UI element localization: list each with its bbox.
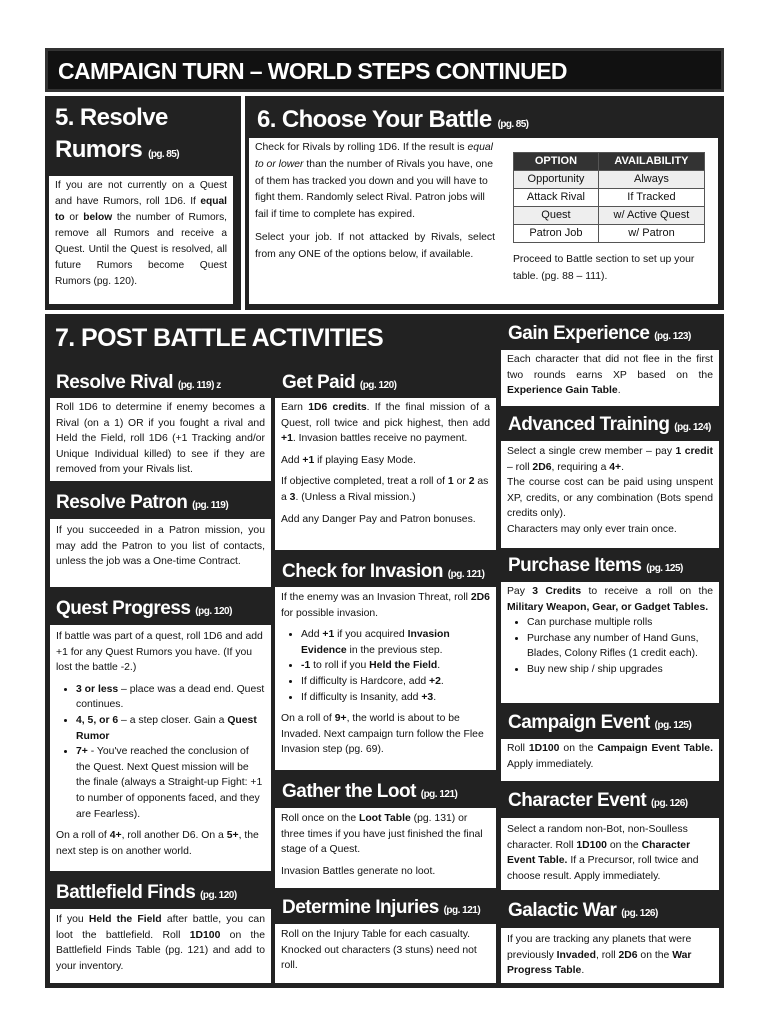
section-heading-line2: Rumors (pg. 85): [55, 136, 179, 163]
page-ref: (pg. 85): [148, 149, 179, 160]
get-paid-heading: Get Paid (pg. 120): [282, 372, 397, 393]
determine-injuries-body: Roll on the Injury Table for each casualty. Knocked out characters (3 stuns) need not roll.: [275, 924, 496, 983]
table-row: Patron Job w/ Patron: [514, 225, 705, 243]
purchase-items-heading: Purchase Items (pg. 125): [508, 555, 683, 576]
check-invasion-body: [275, 587, 496, 770]
gather-loot-body: [275, 808, 496, 888]
list-item: • 7+ - You've reached the conclusion of the Quest. Next Quest mission will be the finale (always a Straight-up Fight: +1 to number of opponents faced, and they are Fearless).: [76, 744, 265, 822]
section-heading: 7. POST BATTLE ACTIVITIES: [55, 324, 384, 352]
table-row: Quest w/ Active Quest: [514, 207, 705, 225]
resolve-patron-body: If you succeeded in a Patron mission, you may add the Patron to you list of contacts, unless the job was a One-time Contract.: [50, 519, 271, 587]
loot-p1: Roll once on the Loot Table (pg. 131) or three times if you have just finished the final stage of a Quest.: [281, 813, 483, 856]
table-row: Opportunity Always: [514, 171, 705, 189]
paid-p3: If objective completed, treat a roll of 1 or 2 as a 3. (Unless a Rival mission.): [281, 476, 489, 503]
check-invasion-heading: Check for Invasion (pg. 121): [282, 561, 485, 582]
list-item: • If difficulty is Insanity, add +3.: [301, 690, 490, 706]
gain-experience-body: Each character that did not flee in the first two rounds earns XP based on the Experience Gain Table.: [501, 350, 719, 406]
quest-progress-body: [50, 625, 271, 871]
quest-intro: If battle was part of a quest, roll 1D6 and add +1 for any Quest Rumors you have. (If you lost the battle -2.): [56, 631, 263, 674]
table-row: Attack Rival If Tracked: [514, 189, 705, 207]
training-p2: The course cost can be paid using unspent XP, credits, or any combination (Bots spend credits only).: [507, 477, 713, 520]
gain-experience-heading: Gain Experience (pg. 123): [508, 323, 691, 344]
resolve-rival-body: Roll 1D6 to determine if enemy becomes a Rival (on a 1) OR if you fought a rival and Held the Field, roll 1D6 (+1 Tracking and/or Unique Individual killed) to see if they are removed from your Rivals list.: [50, 398, 271, 481]
list-item: • Buy new ship / ship upgrades: [527, 662, 713, 678]
section-choose-battle: [245, 96, 724, 310]
training-p1: Select a single crew member – pay 1 credit – roll 2D6, requiring a 4+.: [507, 446, 713, 473]
campaign-event-heading: Campaign Event (pg. 125): [508, 712, 692, 733]
galactic-war-body: If you are tracking any planets that were previously Invaded, roll 2D6 on the War Progress Table.: [501, 928, 719, 983]
get-paid-body: [275, 398, 496, 550]
section-body: If you are not currently on a Quest and have Rumors, roll 1D6. If equal to or below the number of Rumors, remove all Rumors and receive a Quest. Until the Quest is resolved, all future Rumors become Quest Rumors (pg. 120).: [49, 176, 233, 304]
select-job-text: Select your job. If not attacked by Rivals, select from any ONE of the options below, if available.: [255, 231, 495, 260]
table-header: AVAILABILITY: [598, 153, 704, 171]
list-item: • Can purchase multiple rolls: [527, 615, 713, 631]
purchase-intro: Pay 3 Credits to receive a roll on the Military Weapon, Gear, or Gadget Tables.: [507, 586, 713, 613]
quest-outro: On a roll of 4+, roll another D6. On a 5+, the next step is on another world.: [56, 830, 259, 857]
quest-progress-heading: Quest Progress (pg. 120): [56, 598, 232, 619]
table-header: OPTION: [514, 153, 599, 171]
purchase-list: [507, 615, 713, 677]
character-event-body: Select a random non-Bot, non-Soulless character. Roll 1D100 on the Character Event Table. If a Precursor, roll twice and choose result. Apply immediately.: [501, 818, 719, 890]
invasion-outro: On a roll of 9+, the world is about to be Invaded. Next campaign turn follow the Flee Invasion step (pg. 69).: [281, 713, 484, 756]
paid-p4: Add any Danger Pay and Patron bonuses.: [281, 513, 476, 525]
determine-injuries-heading: Determine Injuries (pg. 121): [282, 897, 481, 918]
advanced-training-heading: Advanced Training (pg. 124): [508, 414, 711, 435]
list-item: • Purchase any number of Hand Guns, Blades, Colony Rifles (1 credit each).: [527, 631, 713, 662]
galactic-war-heading: Galactic War (pg. 126): [508, 900, 658, 921]
rival-check-text: Check for Rivals by rolling 1D6. If the result is equal to or lower than the number of Rivals you have, one of them has tracked you down and you will have to fight them. Randomly select Rival. Patron jobs will fail if time to complete has expired.: [255, 142, 493, 221]
training-p3: Characters may only ever train once.: [507, 523, 677, 535]
section-resolve-rumors: [45, 96, 241, 310]
section-body: [249, 138, 718, 304]
quest-list: [56, 682, 265, 822]
section-heading: 5. Resolve: [55, 104, 168, 131]
list-item: • If difficulty is Hardcore, add +2.: [301, 674, 490, 690]
battlefield-finds-body: If you Held the Field after battle, you can loot the battlefield. Roll 1D100 on the Battlefield Finds Table (pg. 121) and add to your inventory.: [50, 909, 271, 983]
character-event-heading: Character Event (pg. 126): [508, 790, 688, 811]
title-bar: [45, 48, 724, 92]
section-heading: 6. Choose Your Battle (pg. 85): [257, 106, 529, 133]
list-item: • 3 or less – place was a dead end. Quest continues.: [76, 682, 265, 713]
battlefield-finds-heading: Battlefield Finds (pg. 120): [56, 882, 237, 903]
battle-options-table: [513, 152, 705, 243]
campaign-event-body: Roll 1D100 on the Campaign Event Table. Apply immediately.: [501, 739, 719, 781]
invasion-list: [281, 627, 490, 705]
list-item: • Add +1 if you acquired Invasion Evidence in the previous step.: [301, 627, 490, 658]
advanced-training-body: [501, 441, 719, 548]
purchase-items-body: [501, 582, 719, 703]
resolve-rival-heading: Resolve Rival (pg. 119) z: [56, 372, 221, 393]
list-item: • -1 to roll if you Held the Field.: [301, 658, 490, 674]
proceed-text: Proceed to Battle section to set up your table. (pg. 88 – 111).: [513, 254, 695, 282]
resolve-patron-heading: Resolve Patron (pg. 119): [56, 492, 229, 513]
invasion-intro: If the enemy was an Invasion Threat, roll 2D6 for possible invasion.: [281, 592, 490, 619]
paid-p2: Add +1 if playing Easy Mode.: [281, 454, 416, 466]
list-item: • 4, 5, or 6 – a step closer. Gain a Quest Rumor: [76, 713, 265, 744]
page-ref: (pg. 85): [497, 119, 529, 130]
page-title: CAMPAIGN TURN – WORLD STEPS CONTINUED: [58, 58, 567, 84]
paid-p1: Earn 1D6 credits. If the final mission of a Quest, roll twice and pick highest, then add +1. Invasion battles receive no payment.: [281, 402, 491, 445]
gather-loot-heading: Gather the Loot (pg. 121): [282, 781, 458, 802]
loot-p2: Invasion Battles generate no loot.: [281, 865, 436, 877]
